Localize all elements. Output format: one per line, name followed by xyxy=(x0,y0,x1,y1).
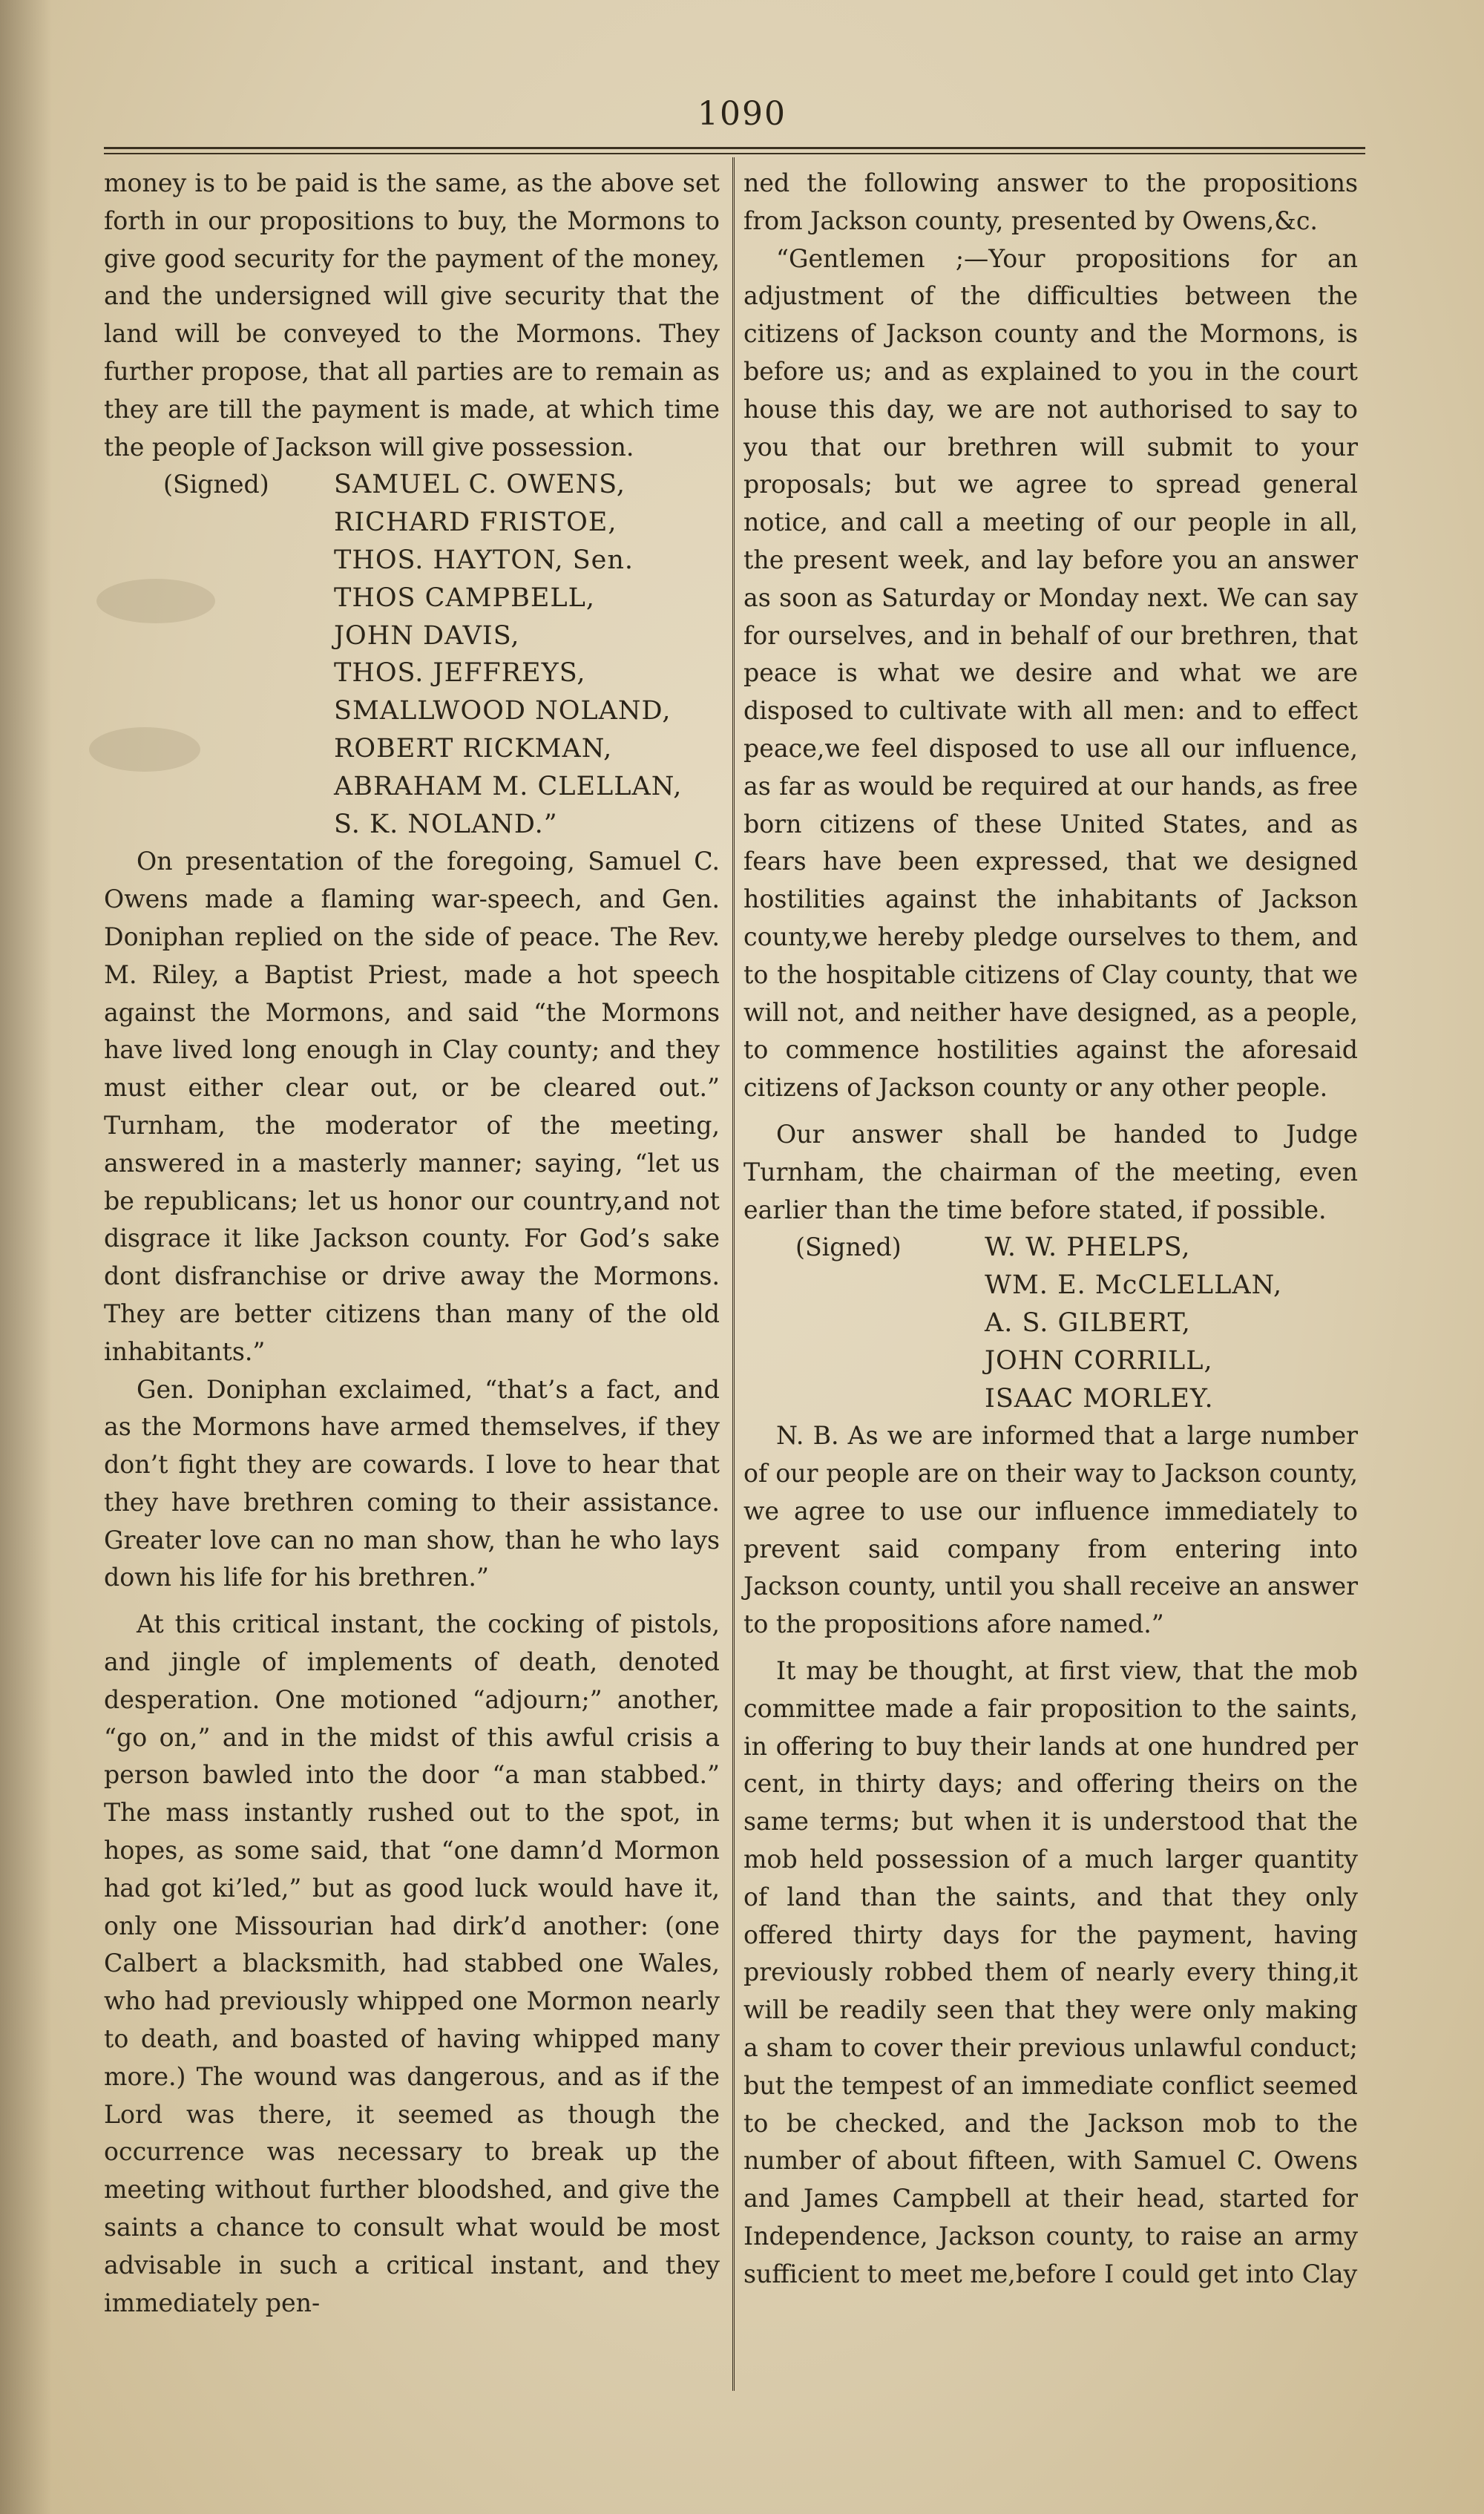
header-rule xyxy=(104,147,1365,149)
signer-name: THOS. JEFFREYS, xyxy=(334,658,586,689)
signer-name: WM. E. McCLELLAN, xyxy=(985,1270,1283,1301)
right-column xyxy=(743,165,1358,2294)
left-paragraph-3: Gen. Doniphan exclaimed, “that’s a fact, and as the Mormons have armed themselves, if they don’t fight they are cowards. I love to hear that they have brethren coming to their assistance. Greater love can no man show, than he who lays down his life for his brethren.” xyxy=(104,1374,720,1592)
signer-name: SMALLWOOD NOLAND, xyxy=(334,696,672,726)
right-paragraph-5: It may be thought, at first view, that the mob committee made a fair proposition to the saints, in offering to buy their lands at one hundred per cent, in thirty days; and offering theirs on the same terms; but when it is understood that the mob held possession of a much larger quantity of land than the saints, and that they only offered thirty days for the payment, having previously robbed them of nearly every thing,it will be readily seen that they were only making a sham to cover their previous unlawful conduct; but the tempest of an immediate conflict seemed to be checked, and the Jackson mob to the number of about fifteen, with Samuel C. Owens and James Campbell at their head, started for Independence, Jackson county, to raise an army sufficient to meet me,before I could get into Clay xyxy=(743,1656,1358,2288)
left-signature-block xyxy=(104,466,720,843)
signer-name: ROBERT RICKMAN, xyxy=(334,733,613,764)
signed-label: (Signed) xyxy=(163,470,269,499)
right-paragraph-1: ned the following answer to the propositions from Jackson county, presented by Owens,&c. xyxy=(743,168,1358,235)
right-paragraph-2: “Gentlemen ;—Your propositions for an adjustment of the difficulties between the citizens of Jackson county and the Mormons, is before us; and as explained to you in the court house this day, we are not authorised to say to you that our brethren will submit to your proposals; but we agree to spread general notice, and call a meeting of our people in all, the present week, and lay before you an answer as soon as Saturday or Monday next. We can say for ourselves, and in behalf of our brethren, that peace is what we desire and what we are disposed to cultivate with all men: and to effect peace,we feel disposed to use all our influence, as far as would be required at our hands, as free born citizens of these United States, and as fears have been expressed, that we designed hostilities against the inhabitants of Jackson county,we hereby pledge ourselves to them, and to the hospitable citizens of Clay county, that we will not, and neither have designed, as a people, to commence hostilities against the aforesaid citizens of Jackson county or any other people. xyxy=(743,243,1358,1103)
signer-name: ABRAHAM M. CLELLAN, xyxy=(334,771,683,801)
left-paragraph-2: On presentation of the foregoing, Samuel C. Owens made a flaming war-speech, and Gen. Doniphan replied on the side of peace. The Rev. M. Riley, a Baptist Priest, made a hot speech against the Mormons, and said “the Mormons have lived long enough in Clay county; and they must either clear out, or be cleared out.” Turnham, the moderator of the meeting, answered in a masterly manner; saying, “let us be republicans; let us honor our country,and not disgrace it like Jackson county. For God’s sake dont disfranchise or drive away the Mormons. They are better citizens than many of the old inhabitants.” xyxy=(104,847,720,1366)
signer-name: THOS. HAYTON, Sen. xyxy=(334,545,634,575)
right-paragraph-4: N. B. As we are informed that a large number of our people are on their way to Jackson county, we agree to use our influence immediately to prevent said company from entering into Jackson county, until you shall receive an answer to the propositions afore named.” xyxy=(743,1421,1358,1639)
header-rule-thin xyxy=(104,153,1365,154)
column-divider xyxy=(732,157,735,2391)
right-paragraph-3: Our answer shall be handed to Judge Turnham, the chairman of the meeting, even earlier than the time before stated, if possible. xyxy=(743,1119,1358,1224)
signed-label: (Signed) xyxy=(795,1233,902,1262)
right-signature-block xyxy=(743,1229,1358,1417)
signer-name: JOHN DAVIS, xyxy=(334,620,520,651)
signer-list xyxy=(985,1229,1358,1417)
signer-name: JOHN CORRILL, xyxy=(985,1345,1213,1376)
signer-name: ISAAC MORLEY. xyxy=(985,1383,1214,1414)
left-paragraph-4: At this critical instant, the cocking of pistols, and jingle of implements of death, denoted desperation. One motioned “adjourn;” another, “go on,” and in the midst of this awful crisis a person bawled into the door “a man stabbed.” The mass instantly rushed out to the spot, in hopes, as some said, that “one damn’d Mormon had got ki’led,” but as good luck would have it, only one Missourian had dirk’d another: (one Calbert a blacksmith, had stabbed one Wales, who had previously whipped one Mormon nearly to death, and boasted of having whipped many more.) The wound was dangerous, and as if the Lord was there, it seemed as though the occurrence was necessary to break up the meeting without further bloodshed, and give the saints a chance to consult what would be most advisable in such a critical instant, and they immediately pen- xyxy=(104,1609,720,2317)
signer-name: SAMUEL C. OWENS, xyxy=(334,470,626,500)
signer-name: W. W. PHELPS, xyxy=(985,1233,1191,1263)
signer-name: S. K. NOLAND.” xyxy=(334,809,558,839)
signer-name: THOS CAMPBELL, xyxy=(334,582,595,613)
signer-name: A. S. GILBERT, xyxy=(985,1307,1191,1338)
page-number: 1090 xyxy=(697,95,787,133)
binding-shadow xyxy=(0,0,52,2514)
left-column xyxy=(104,165,720,2322)
signer-list xyxy=(334,466,720,843)
left-paragraph-1: money is to be paid is the same, as the above set forth in our propositions to buy, the Mormons to give good security for the payment of the money, and the undersigned will give security that the land will be conveyed to the Mormons. They further propose, that all parties are to remain as they are till the payment is made, at which time the people of Jackson will give possession. xyxy=(104,168,720,462)
signer-name: RICHARD FRISTOE, xyxy=(334,508,617,538)
